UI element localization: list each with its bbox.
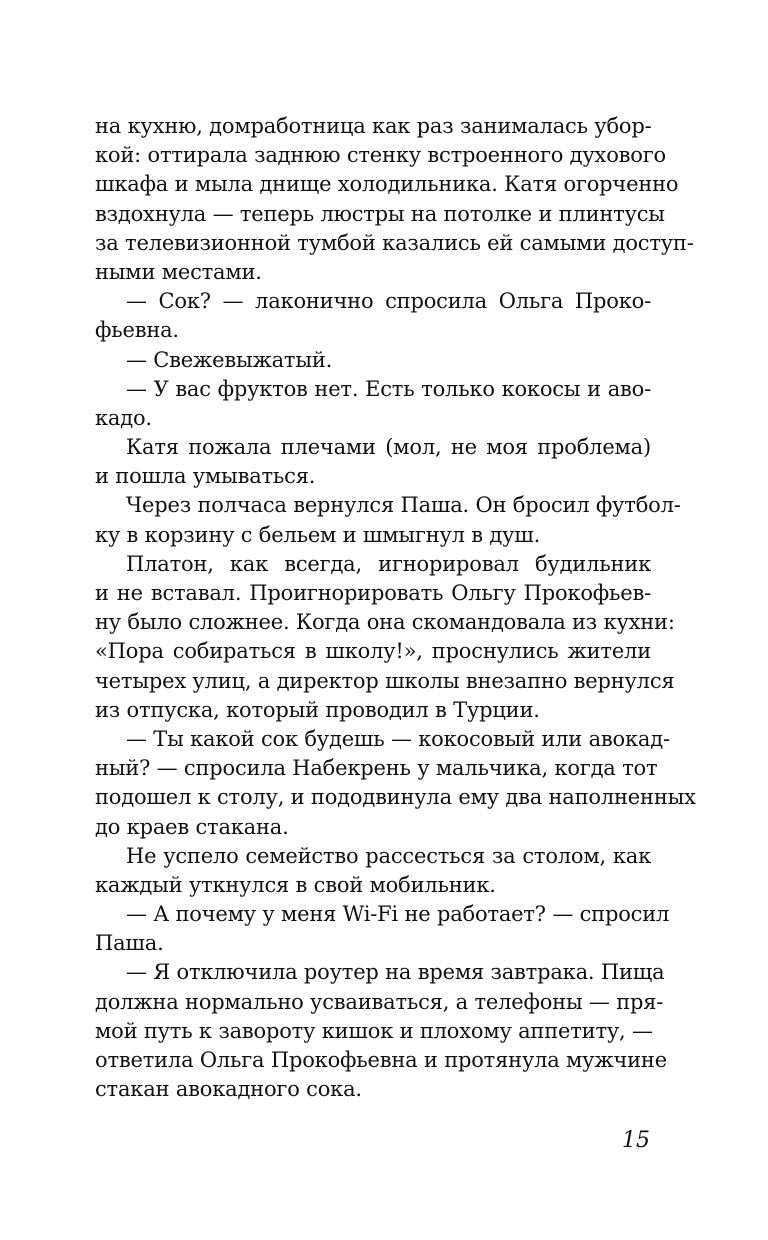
text-line: каждый уткнулся в свой мобильник. bbox=[95, 872, 496, 897]
text-line: шкафа и мыла днище холодильника. Катя огорченно bbox=[95, 172, 679, 197]
text-line: Платон, как всегда, игнорировал будильник bbox=[126, 551, 651, 576]
page-number: 15 bbox=[622, 1128, 650, 1153]
paragraph bbox=[95, 958, 667, 1104]
text-line: ну было сложнее. Когда она скомандовала из кухни: bbox=[95, 610, 675, 635]
body-text bbox=[95, 112, 696, 1104]
text-line: за телевизионной тумбой казались ей самыми доступ- bbox=[95, 230, 694, 255]
paragraph bbox=[95, 842, 651, 900]
paragraph bbox=[95, 433, 651, 491]
text-line: на кухню, домработница как раз занималась убор- bbox=[95, 114, 652, 138]
paragraph bbox=[95, 900, 670, 958]
text-line: Через полчаса вернулся Паша. Он бросил футбол- bbox=[126, 493, 681, 518]
text-line: — А почему у меня Wi-Fi не работает? — спросил bbox=[126, 902, 670, 927]
text-line: — Сок? — лаконично спросила Ольга Проко- bbox=[126, 289, 651, 314]
text-line: мой путь к завороту кишок и плохому аппетиту, — bbox=[95, 1018, 653, 1043]
text-line: Не успело семейство рассесться за столом, как bbox=[126, 843, 651, 868]
text-line: и пошла умываться. bbox=[95, 464, 316, 489]
text-line: — Я отключила роутер на время завтрака. Пища bbox=[126, 960, 665, 985]
text-line: ный? — спросила Набекрень у мальчика, когда тот bbox=[95, 756, 658, 781]
text-line: фьевна. bbox=[95, 318, 179, 343]
text-line: до краев стакана. bbox=[95, 814, 289, 839]
text-line: Паша. bbox=[95, 931, 164, 956]
text-line: кадо. bbox=[95, 405, 152, 430]
paragraph bbox=[95, 550, 675, 725]
text-line: ку в корзину с бельем и шмыгнул в душ. bbox=[95, 522, 541, 547]
paragraph bbox=[95, 375, 651, 433]
paragraph bbox=[95, 346, 651, 375]
text-line: кой: оттирала заднюю стенку встроенного духового bbox=[95, 143, 666, 168]
text-line: вздохнула — теперь люстры на потолке и плинтусы bbox=[95, 201, 665, 226]
text-line: из отпуска, который проводил в Турции. bbox=[95, 697, 540, 722]
text-line: и не вставал. Проигнорировать Ольгу Прокофьев- bbox=[95, 581, 651, 605]
text-line: стакан авокадного сока. bbox=[95, 1077, 362, 1102]
text-line: ными местами. bbox=[95, 259, 262, 284]
text-line: ответила Ольга Прокофьевна и протянула мужчине bbox=[95, 1048, 667, 1072]
paragraph bbox=[95, 491, 681, 549]
paragraph bbox=[95, 112, 694, 287]
text-line: — Свежевыжатый. bbox=[126, 347, 333, 372]
paragraph bbox=[95, 725, 696, 842]
text-line: — Ты какой сок будешь — кокосовый или авокад- bbox=[126, 726, 670, 751]
text-line: «Пора собираться в школу!», проснулись жители bbox=[95, 639, 651, 664]
text-line: — У вас фруктов нет. Есть только кокосы и аво- bbox=[126, 376, 651, 401]
text-line: четырех улиц, а директор школы внезапно вернулся bbox=[95, 668, 675, 693]
text-line: должна нормально усваиваться, а телефоны — пря- bbox=[95, 989, 664, 1014]
paragraph bbox=[95, 287, 651, 345]
text-line: Катя пожала плечами (мол, не моя проблема) bbox=[126, 435, 651, 460]
text-line: подошел к столу, и пододвинула ему два наполненных bbox=[95, 785, 696, 810]
